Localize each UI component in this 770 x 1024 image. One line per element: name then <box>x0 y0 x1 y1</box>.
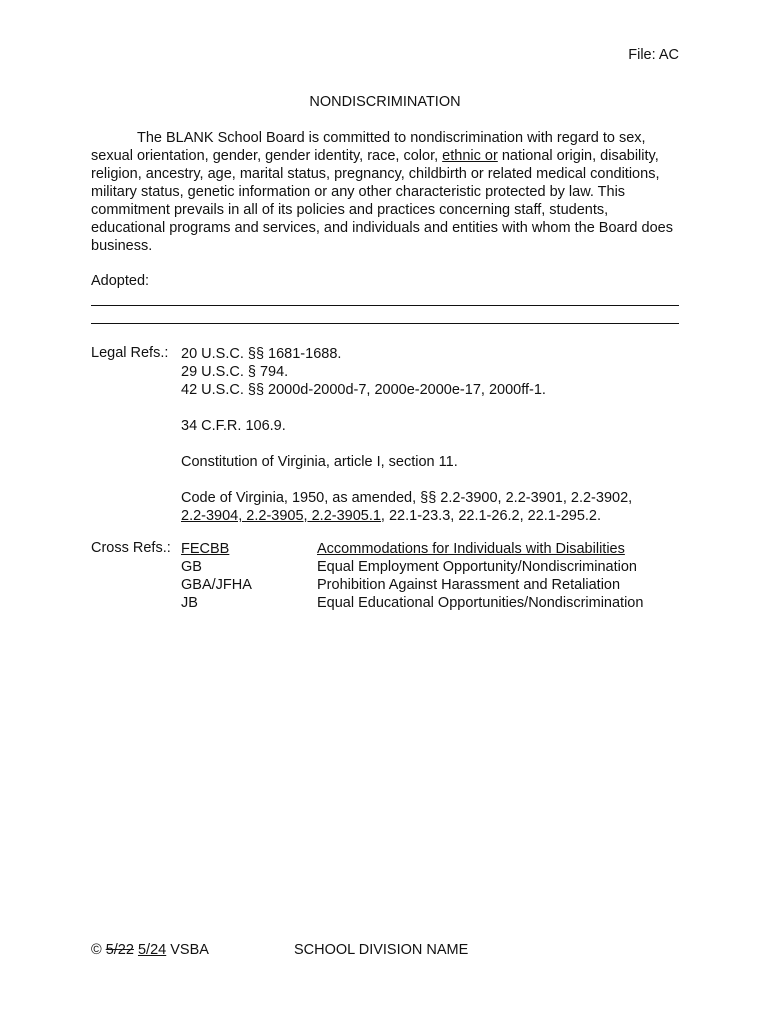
footer-division-name: SCHOOL DIVISION NAME <box>294 942 469 958</box>
cross-ref-title: Accommodations for Individuals with Disabilities <box>317 541 625 557</box>
legal-ref-line <box>181 507 632 525</box>
legal-ref-line: Constitution of Virginia, article I, section 11. <box>181 454 458 470</box>
adopted-label: Adopted: <box>91 273 150 289</box>
legal-ref-line: 29 U.S.C. § 794. <box>181 364 289 380</box>
cross-ref-code: GB <box>181 559 202 575</box>
revision-date: 5/24 <box>137 942 167 958</box>
cross-ref-row <box>181 594 643 612</box>
struck-date: 5/22 <box>105 942 134 958</box>
cross-refs-label: Cross Refs.: <box>91 540 171 556</box>
signature-line-2 <box>91 323 679 324</box>
policy-text-underlined: ethnic or <box>442 148 498 164</box>
copyright-symbol: © <box>91 942 102 958</box>
cross-ref-title: Equal Employment Opportunity/Nondiscrimination <box>317 559 637 575</box>
signature-line-1 <box>91 305 679 306</box>
legal-refs-list <box>181 345 632 525</box>
legal-ref-rest: 22.1-23.3, 22.1-26.2, 22.1-295.2. <box>384 508 602 524</box>
legal-ref-line: 20 U.S.C. §§ 1681-1688. <box>181 346 342 362</box>
policy-statement <box>91 129 679 255</box>
footer-org: VSBA <box>170 942 209 958</box>
cross-ref-code: FECBB <box>181 541 230 557</box>
cross-ref-row <box>181 558 643 576</box>
policy-text-part1: The BLANK School Board is committed to nondiscrimination with regard to sex, sexual orientation, gender, gender identity, race, color, <box>91 130 646 164</box>
file-code: File: AC <box>628 47 679 63</box>
cross-ref-title: Equal Educational Opportunities/Nondiscrimination <box>317 595 644 611</box>
legal-ref-underlined: 2.2-3904, 2.2-3905, 2.2-3905.1, <box>181 508 385 524</box>
cross-ref-title: Prohibition Against Harassment and Retaliation <box>317 577 621 593</box>
legal-ref-line: 34 C.F.R. 106.9. <box>181 418 286 434</box>
legal-ref-line: 42 U.S.C. §§ 2000d-2000d-7, 2000e-2000e-17, 2000ff-1. <box>181 382 546 398</box>
legal-ref-line: Code of Virginia, 1950, as amended, §§ 2.2-3900, 2.2-3901, 2.2-3902, <box>181 490 633 506</box>
cross-ref-row <box>181 576 643 594</box>
footer-revision <box>91 942 209 958</box>
policy-title: NONDISCRIMINATION <box>309 94 461 110</box>
cross-ref-code: GBA/JFHA <box>181 577 252 593</box>
cross-refs-table <box>181 540 643 612</box>
cross-ref-code: JB <box>181 595 198 611</box>
cross-ref-row <box>181 540 643 558</box>
legal-refs-label: Legal Refs.: <box>91 345 169 361</box>
policy-text-part2: national origin, disability, religion, ancestry, age, marital status, pregnancy, childbirth or related medical conditions, military status, genetic information or any other characteristic protected by law. This commitment prevails in all of its policies and practices concerning staff, students, educational programs and services, and individuals and entities with whom the Board does business. <box>91 148 673 254</box>
